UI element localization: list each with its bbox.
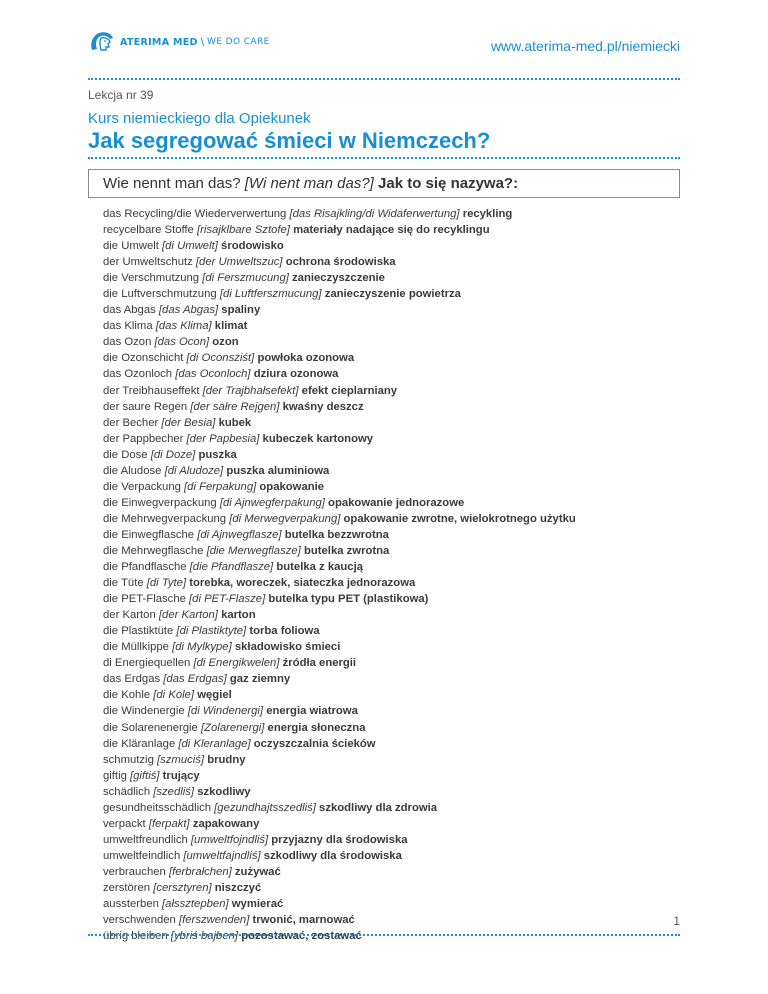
question-box bbox=[88, 169, 680, 198]
vocab-pronunciation: [ybriś bajben] bbox=[170, 930, 239, 943]
vocab-pronunciation: [der Karton] bbox=[158, 609, 218, 622]
vocab-polish: torba foliowa bbox=[249, 625, 320, 638]
vocab-polish: powłoka ozonowa bbox=[257, 352, 355, 365]
vocab-item bbox=[103, 768, 683, 784]
vocab-item bbox=[103, 318, 683, 334]
question-pronunciation: [Wi nent man das?] bbox=[244, 175, 374, 192]
vocab-polish: pozostawać, zostawać bbox=[241, 930, 362, 943]
vocab-polish: materiały nadające się do recyklingu bbox=[293, 224, 490, 237]
vocab-polish: zużywać bbox=[234, 865, 281, 878]
vocab-item bbox=[103, 206, 683, 222]
vocab-german: gesundheitsschädlich bbox=[103, 801, 212, 814]
question-pl: Jak to się nazywa?: bbox=[378, 175, 519, 192]
vocab-pronunciation: [der Umweltszuc] bbox=[195, 256, 283, 269]
vocab-pronunciation: [umweltfojndliś] bbox=[190, 833, 269, 846]
vocab-pronunciation: [di Ferpakung] bbox=[184, 480, 257, 493]
vocab-item bbox=[103, 431, 683, 447]
vocab-pronunciation: [das Abgas] bbox=[158, 304, 219, 317]
vocab-german: die Plastiktüte bbox=[103, 625, 174, 638]
header-divider bbox=[88, 78, 680, 80]
vocab-polish: puszka bbox=[198, 448, 237, 461]
vocab-polish: efekt cieplarniany bbox=[301, 384, 398, 397]
vocab-item bbox=[103, 752, 683, 768]
vocab-polish: gaz ziemny bbox=[229, 673, 291, 686]
vocab-german: die Verpackung bbox=[103, 480, 181, 493]
vocab-pronunciation: [der sałre Rejgen] bbox=[190, 400, 280, 413]
vocab-german: die Dose bbox=[103, 448, 148, 461]
vocab-german: die Mehrwegverpackung bbox=[103, 512, 227, 525]
vocab-item bbox=[103, 848, 683, 864]
vocab-german: umweltfeindlich bbox=[103, 849, 181, 862]
vocab-german: schmutzig bbox=[103, 753, 154, 766]
vocab-polish: szkodliwy dla zdrowia bbox=[319, 801, 438, 814]
vocab-item bbox=[103, 302, 683, 318]
vocab-pronunciation: [di Ajnwegferpakung] bbox=[219, 496, 325, 509]
vocab-item bbox=[103, 543, 683, 559]
vocab-polish: kubeczek kartonowy bbox=[262, 432, 374, 445]
logo-tagline: WE DO CARE bbox=[207, 37, 270, 47]
vocab-german: der saure Regen bbox=[103, 400, 188, 413]
vocab-item bbox=[103, 928, 683, 944]
vocab-german: das Erdgas bbox=[103, 673, 161, 686]
vocab-item bbox=[103, 383, 683, 399]
vocab-pronunciation: [der Papbesia] bbox=[186, 432, 260, 445]
vocab-item bbox=[103, 366, 683, 382]
vocab-polish: energia słoneczna bbox=[267, 721, 366, 734]
vocab-german: zerstören bbox=[103, 881, 151, 894]
title-divider bbox=[88, 157, 680, 159]
vocab-pronunciation: [di Luftferszmucung] bbox=[219, 288, 322, 301]
vocab-polish: opakowanie bbox=[259, 480, 325, 493]
vocab-german: die Müllkippe bbox=[103, 641, 169, 654]
logo-brand-text: ATERIMA MED bbox=[120, 36, 198, 48]
vocab-pronunciation: [di Plastiktyte] bbox=[176, 625, 247, 638]
vocab-pronunciation: [umweltfajndliś] bbox=[183, 849, 261, 862]
vocab-item bbox=[103, 864, 683, 880]
vocab-item bbox=[103, 495, 683, 511]
aterima-med-logo bbox=[88, 30, 270, 54]
vocab-german: die Aludose bbox=[103, 464, 162, 477]
page-number: 1 bbox=[673, 914, 680, 928]
course-subtitle: Kurs niemieckiego dla Opiekunek bbox=[88, 110, 311, 127]
site-url-link[interactable]: www.aterima-med.pl/niemiecki bbox=[490, 38, 680, 54]
vocab-german: verpackt bbox=[103, 817, 146, 830]
vocab-pronunciation: [ferpakt] bbox=[148, 817, 190, 830]
logo-face-icon bbox=[88, 30, 116, 54]
vocab-german: das Recycling/die Wiederverwertung bbox=[103, 208, 287, 220]
vocab-item bbox=[103, 607, 683, 623]
vocab-german: recycelbare Stoffe bbox=[103, 224, 194, 237]
vocab-item bbox=[103, 671, 683, 687]
vocab-german: die Mehrwegflasche bbox=[103, 544, 204, 557]
vocab-polish: niszczyć bbox=[214, 881, 262, 894]
vocab-item bbox=[103, 270, 683, 286]
vocab-item bbox=[103, 591, 683, 607]
vocab-item bbox=[103, 334, 683, 350]
vocab-item bbox=[103, 784, 683, 800]
vocab-pronunciation: [das Ocon] bbox=[154, 336, 210, 349]
vocab-german: umweltfreundlich bbox=[103, 833, 188, 846]
vocab-polish: szkodliwy dla środowiska bbox=[263, 849, 402, 862]
vocab-item bbox=[103, 832, 683, 848]
vocab-german: di Energiequellen bbox=[103, 657, 191, 670]
vocab-polish: dziura ozonowa bbox=[253, 368, 339, 381]
vocab-item bbox=[103, 800, 683, 816]
vocab-polish: ochrona środowiska bbox=[285, 256, 396, 269]
vocab-german: giftig bbox=[103, 769, 127, 782]
vocab-polish: butelka zwrotna bbox=[303, 544, 390, 557]
vocab-polish: oczyszczalnia ścieków bbox=[253, 737, 376, 750]
vocab-polish: energia wiatrowa bbox=[266, 705, 358, 718]
vocab-german: die Tüte bbox=[103, 577, 144, 590]
vocab-polish: wymierać bbox=[231, 898, 284, 911]
vocab-item bbox=[103, 559, 683, 575]
vocab-polish: ozon bbox=[212, 336, 239, 349]
vocab-item bbox=[103, 238, 683, 254]
vocab-item bbox=[103, 479, 683, 495]
vocab-item bbox=[103, 703, 683, 719]
vocab-pronunciation: [di Ferszmucung] bbox=[202, 272, 289, 285]
vocab-pronunciation: [di Merwegverpakung] bbox=[229, 512, 341, 525]
vocab-german: verschwenden bbox=[103, 914, 176, 927]
vocab-polish: opakowanie jednorazowe bbox=[328, 496, 465, 509]
vocab-pronunciation: [das Erdgas] bbox=[163, 673, 227, 686]
vocab-pronunciation: [gezundhajtsszedliś] bbox=[214, 801, 316, 814]
vocab-german: die Umwelt bbox=[103, 240, 159, 253]
question-de: Wie nennt man das? bbox=[103, 175, 241, 192]
vocab-polish: recykling bbox=[462, 208, 513, 220]
vocab-item bbox=[103, 415, 683, 431]
vocab-polish: karton bbox=[221, 609, 256, 622]
vocab-item bbox=[103, 463, 683, 479]
vocab-pronunciation: [di Doze] bbox=[150, 448, 196, 461]
vocab-item bbox=[103, 816, 683, 832]
vocab-pronunciation: [di Aludoze] bbox=[164, 464, 224, 477]
vocab-item bbox=[103, 575, 683, 591]
vocab-german: das Abgas bbox=[103, 304, 156, 317]
vocab-item bbox=[103, 736, 683, 752]
vocab-german: aussterben bbox=[103, 898, 159, 911]
vocabulary-list bbox=[103, 206, 683, 944]
vocab-item bbox=[103, 447, 683, 463]
vocab-german: die Kläranlage bbox=[103, 737, 176, 750]
vocab-german: die Windenergie bbox=[103, 705, 185, 718]
vocab-item bbox=[103, 687, 683, 703]
vocab-polish: trwonić, marnować bbox=[252, 914, 355, 927]
vocab-item bbox=[103, 896, 683, 912]
vocab-german: das Ozon bbox=[103, 336, 152, 349]
vocab-item bbox=[103, 511, 683, 527]
vocab-item bbox=[103, 350, 683, 366]
vocab-pronunciation: [di Energikwelen] bbox=[193, 657, 280, 670]
vocab-pronunciation: [das Oconloch] bbox=[175, 368, 251, 381]
vocab-german: der Pappbecher bbox=[103, 432, 184, 445]
vocab-pronunciation: [giftiś] bbox=[130, 769, 160, 782]
vocab-pronunciation: [di PET-Flasze] bbox=[189, 593, 266, 606]
vocab-german: das Klima bbox=[103, 320, 153, 333]
vocab-item bbox=[103, 639, 683, 655]
logo-separator: \ bbox=[200, 35, 205, 49]
vocab-pronunciation: [risajklbare Sztofe] bbox=[197, 224, 290, 237]
vocab-polish: butelka bezzwrotna bbox=[284, 528, 389, 541]
vocab-item bbox=[103, 623, 683, 639]
vocab-pronunciation: [ferbrałchen] bbox=[168, 865, 232, 878]
vocab-pronunciation: [cersztyren] bbox=[153, 881, 212, 894]
page-title: Jak segregować śmieci w Niemczech? bbox=[88, 128, 491, 153]
vocab-item bbox=[103, 254, 683, 270]
vocab-german: schädlich bbox=[103, 785, 151, 798]
vocab-polish: spaliny bbox=[221, 304, 261, 317]
vocab-pronunciation: [die Merwegflasze] bbox=[206, 544, 301, 557]
vocab-item bbox=[103, 399, 683, 415]
lesson-number: Lekcja nr 39 bbox=[88, 88, 154, 102]
vocab-pronunciation: [di Oconsziśt] bbox=[186, 352, 255, 365]
vocab-pronunciation: [der Trajbhałsefekt] bbox=[202, 384, 299, 397]
vocab-polish: opakowanie zwrotne, wielokrotnego użytku bbox=[343, 512, 576, 525]
vocab-polish: węgiel bbox=[197, 689, 232, 702]
vocab-pronunciation: [szmuciś] bbox=[157, 753, 205, 766]
vocab-polish: kubek bbox=[218, 416, 252, 429]
vocab-polish: brudny bbox=[207, 753, 246, 766]
vocab-german: die Einwegverpackung bbox=[103, 496, 217, 509]
vocab-pronunciation: [di Windenergi] bbox=[187, 705, 264, 718]
vocab-german: die PET-Flasche bbox=[103, 593, 186, 606]
vocab-pronunciation: [das Risajkling/di Widaferwertung] bbox=[289, 208, 460, 220]
vocab-polish: butelka typu PET (plastikowa) bbox=[268, 593, 429, 606]
vocab-german: der Becher bbox=[103, 416, 159, 429]
vocab-polish: klimat bbox=[214, 320, 248, 333]
vocab-polish: torebka, woreczek, siateczka jednorazowa bbox=[189, 577, 416, 590]
vocab-pronunciation: [di Mylkype] bbox=[172, 641, 232, 654]
vocab-german: übrig bleiben bbox=[103, 930, 168, 943]
page-header bbox=[88, 30, 680, 70]
vocab-item bbox=[103, 655, 683, 671]
vocab-german: der Umweltschutz bbox=[103, 256, 193, 269]
vocab-german: der Karton bbox=[103, 609, 156, 622]
vocab-pronunciation: [di Kleranlage] bbox=[178, 737, 251, 750]
vocab-polish: szkodliwy bbox=[197, 785, 251, 798]
vocab-item bbox=[103, 912, 683, 928]
vocab-polish: środowisko bbox=[221, 240, 284, 253]
vocab-polish: zanieczyszenie powietrza bbox=[324, 288, 461, 301]
vocab-item bbox=[103, 880, 683, 896]
vocab-polish: źródła energii bbox=[282, 657, 357, 670]
vocab-item bbox=[103, 527, 683, 543]
vocab-german: die Einwegflasche bbox=[103, 528, 195, 541]
vocab-pronunciation: [die Pfandflasze] bbox=[189, 561, 274, 574]
vocab-german: die Kohle bbox=[103, 689, 151, 702]
vocab-polish: składowisko śmieci bbox=[234, 641, 341, 654]
vocab-polish: zanieczyszczenie bbox=[292, 272, 385, 285]
vocab-pronunciation: [di Ajnwegflasze] bbox=[197, 528, 282, 541]
vocab-pronunciation: [ałssztерben] bbox=[162, 898, 229, 911]
vocab-german: die Solarenenergie bbox=[103, 721, 198, 734]
vocab-pronunciation: [di Umwelt] bbox=[162, 240, 218, 253]
vocab-polish: zapakowany bbox=[192, 817, 260, 830]
footer-divider bbox=[88, 934, 680, 936]
vocab-german: verbrauchen bbox=[103, 865, 166, 878]
vocab-pronunciation: [di Kole] bbox=[153, 689, 195, 702]
vocab-german: der Treibhauseffekt bbox=[103, 384, 200, 397]
vocab-pronunciation: [der Besia] bbox=[161, 416, 216, 429]
vocab-german: die Pfandflasche bbox=[103, 561, 187, 574]
vocab-german: die Verschmutzung bbox=[103, 272, 200, 285]
vocab-pronunciation: [Zolarenergi] bbox=[200, 721, 265, 734]
vocab-german: die Ozonschicht bbox=[103, 352, 184, 365]
vocab-german: die Luftverschmutzung bbox=[103, 288, 217, 301]
vocab-item bbox=[103, 720, 683, 736]
vocab-polish: butelka z kaucją bbox=[276, 561, 363, 574]
vocab-pronunciation: [szedliś] bbox=[153, 785, 195, 798]
vocab-polish: trujący bbox=[162, 769, 200, 782]
vocab-polish: puszka aluminiowa bbox=[226, 464, 330, 477]
vocab-polish: przyjazny dla środowiska bbox=[271, 833, 408, 846]
vocab-polish: kwaśny deszcz bbox=[282, 400, 364, 413]
vocab-pronunciation: [di Tyte] bbox=[146, 577, 187, 590]
vocab-item bbox=[103, 286, 683, 302]
vocab-item bbox=[103, 222, 683, 238]
vocab-german: das Ozonloch bbox=[103, 368, 173, 381]
question-text bbox=[103, 175, 518, 192]
vocab-pronunciation: [das Klima] bbox=[155, 320, 212, 333]
vocab-pronunciation: [ferszwenden] bbox=[179, 914, 250, 927]
